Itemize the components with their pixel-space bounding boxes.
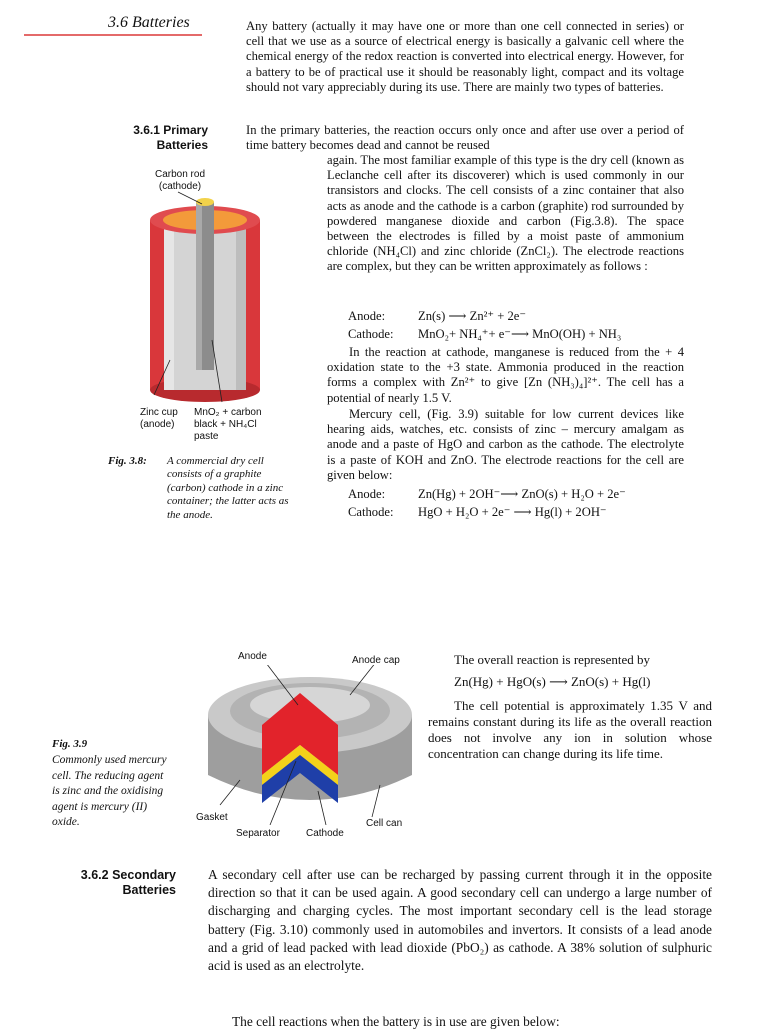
- subsection-number: 3.6.2: [80, 868, 109, 882]
- subsection-heading-line1: Primary: [163, 123, 208, 137]
- mercury-cell-illustration: [200, 665, 420, 825]
- subsection-number: 3.6.1: [133, 123, 160, 137]
- fig39-caption-number: Fig. 3.9: [52, 738, 88, 750]
- subsection-heading-secondary: [48, 868, 176, 898]
- secondary-para: A secondary cell after use can be recharged by passing current through it in the opposite direction so that it can be used again. A good secondary cell can undergo a large number of discharging and charging cycles. The most important secondary cell is the lead storage battery (Fig. 3.10) commonly used in automobiles and invertors. It consists of a lead anode and a grid of lead packed with lead dioxide (PbO₂) as cathode. A 38% solution of sulphuric acid is used as an electrolyte.: [208, 867, 712, 974]
- overall-para: The cell potential is approximately 1.35 V and remains constant during its life as the overall reaction does not involve any ion in solution whose concentration can change during its life time.: [428, 698, 712, 761]
- primary-para-top: In the primary batteries, the reaction occurs only once and after use over a period of time battery becomes dead and cannot be reused: [246, 123, 684, 153]
- section-title-underline: [24, 34, 202, 36]
- primary-para-cathode: In the reaction at cathode, manganese is reduced from the + 4 oxidation state to the +3 state. Ammonia produced in the reaction forms a complex with Zn²⁺ to give [Zn (NH₃)₄]²⁺. The cell has a potential of nearly 1.5 V.: [327, 345, 684, 405]
- dry-cathode-reaction: [348, 326, 621, 342]
- fig39-label-cell-can: Cell can: [366, 818, 403, 829]
- fig39-label-anode-cap: Anode cap: [352, 655, 400, 666]
- mercury-cathode-equation: HgO + H₂O + 2e⁻ ⟶ Hg(l) + 2OH⁻: [418, 505, 607, 519]
- overall-lead: The overall reaction is represented by: [454, 652, 650, 667]
- mercury-anode-label: Anode:: [348, 487, 386, 501]
- fig38-label-carbon-rod: Carbon rod (cathode): [154, 169, 206, 192]
- dry-cathode-label: Cathode:: [348, 327, 394, 341]
- dry-cell-illustration: [130, 190, 280, 415]
- dry-anode-label: Anode:: [348, 309, 386, 323]
- subsection-heading-line2: Batteries: [156, 138, 208, 152]
- fig38-caption-number: Fig. 3.8:: [108, 455, 147, 467]
- mercury-cathode-reaction: [348, 504, 607, 520]
- secondary-cutoff-line: The cell reactions when the battery is in use are given below:: [232, 1014, 560, 1029]
- mercury-cathode-label: Cathode:: [348, 505, 394, 519]
- fig39-label-separator: Separator: [236, 828, 280, 839]
- fig38-caption-text: A commercial dry cell consists of a graphite (carbon) cathode in a zinc container; the latter acts as the anode.: [167, 455, 289, 521]
- fig38-label-zinc-cup: Zinc cup (anode): [140, 407, 178, 430]
- section-intro: Any battery (actually it may have one or more than one cell connected in series) or cell that we use as a source of electrical energy is basically a galvanic cell where the chemical energy of the redox reaction is converted into electrical energy. However, for a battery to be of practical use it should be reasonably light, compact and its voltage should not vary appreciably during its use. There are mainly two types of batteries.: [246, 19, 684, 94]
- dry-cathode-equation: MnO₂+ NH₄⁺+ e⁻⟶ MnO(OH) + NH₃: [418, 327, 622, 341]
- mercury-anode-reaction: [348, 486, 626, 502]
- subsection-heading-line2: Batteries: [122, 883, 176, 897]
- subsection-heading-primary: [96, 123, 208, 153]
- overall-equation: Zn(Hg) + HgO(s) ⟶ ZnO(s) + Hg(l): [454, 674, 651, 689]
- fig39-caption-text: Commonly used mercury cell. The reducing agent is zinc and the oxidising agent is mercury (II) oxide.: [52, 754, 167, 828]
- section-title: 3.6 Batteries: [108, 14, 190, 31]
- dry-anode-equation: Zn(s) ⟶ Zn²⁺ + 2e⁻: [418, 309, 526, 323]
- dry-anode-reaction: [348, 308, 526, 324]
- mercury-anode-equation: Zn(Hg) + 2OH⁻⟶ ZnO(s) + H₂O + 2e⁻: [418, 487, 626, 501]
- primary-para-mercury: Mercury cell, (Fig. 3.9) suitable for low current devices like hearing aids, watches, etc. consists of zinc – mercury amalgam as anode and a paste of HgO and carbon as the cathode. The electrolyte is a paste of KOH and ZnO. The electrode reactions for the cell are given below:: [327, 407, 684, 482]
- fig39-label-anode: Anode: [238, 651, 267, 662]
- fig39-label-cathode: Cathode: [306, 828, 344, 839]
- fig38-label-paste: MnO₂ + carbon black + NH₄Cl paste: [194, 407, 262, 442]
- fig39-label-gasket: Gasket: [196, 812, 228, 823]
- subsection-heading-line1: Secondary: [112, 868, 176, 882]
- primary-para-dry-cell: again. The most familiar example of this type is the dry cell (known as Leclanche cell after its discoverer) which is used commonly in our transistors and clocks. The cell consists of a zinc container that also acts as anode and the cathode is a carbon (graphite) rod surrounded by powdered manganese dioxide and carbon (Fig.3.8). The space between the electrodes is filled by a moist paste of ammonium chloride (NH₄Cl) and zinc chloride (ZnCl₂). The electrode reactions are complex, but they can be written approximately as follows :: [327, 153, 684, 274]
